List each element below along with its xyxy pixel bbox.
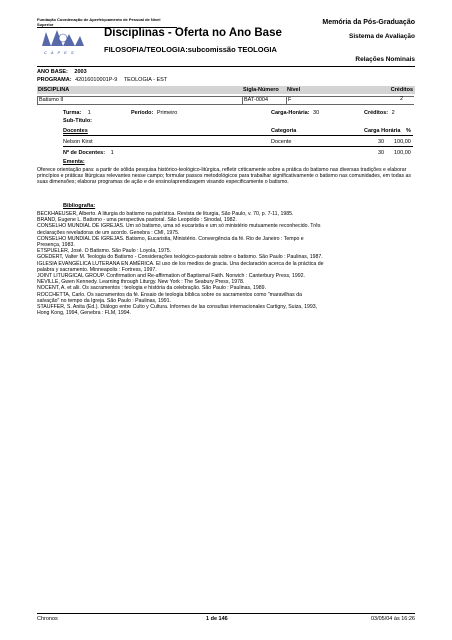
bibliography-line: palabra y sacramento. Minneapolis : Fortress, 1997. (37, 266, 157, 273)
capes-logo (38, 26, 88, 60)
docente-categoria: Docente (271, 139, 292, 145)
turma (63, 110, 91, 116)
bibliography-line: STAUFFER, S. Anita (Ed.). Diálogo entre Culto y Cultura. Informes de las consultas internacionales Cartigny, Suiza, 1993, (37, 304, 318, 311)
creditos (364, 110, 395, 116)
footer-app-name: Chronos (37, 616, 58, 622)
col-sigla: Sigla-Número (243, 87, 279, 93)
ementa-text: Oferece orientação para: a partir de sólida pesquisa histórico-teológico-litúrgica, refletir criticamente sobre a prática do batismo nas diversas tradições e elaborar princípios e práticas litúrgicas relevantes nesse campo; formular passos metodológicos para trabalhar significativamente o batismo nas comunidades, em todas as suas dimensões; elaborar programas de ação e de ensino/aprendizagem visando especificamente o batismo. (37, 167, 411, 186)
programa-label: PROGRAMA: (37, 77, 72, 83)
cell-sigla: BAT-0004 (242, 96, 287, 105)
logo-text: C A P E S (44, 50, 76, 55)
organization-name: Fundação Coordenação de Aperfeiçoamento de Pessoal de Nível Superior (37, 17, 177, 28)
cell-disciplina: Batismo II (37, 96, 243, 105)
bibliography-line: JOINT LITURGICAL GROUP. Confirmation and Re-affirmation of Baptismal Faith. Norwich : Canterbury Press, 1992. (37, 273, 305, 280)
creditos-label: Créditos: (364, 110, 389, 116)
col-nivel: Nível (287, 87, 301, 93)
subtitulo-label: Sub-Título: (63, 118, 93, 124)
cell-nivel: F (286, 96, 414, 105)
periodo-label: Período: (131, 110, 154, 116)
pct-header: % (406, 128, 411, 134)
footer-page-number: 1 de 146 (206, 616, 228, 622)
periodo-value: Primeiro (156, 110, 178, 116)
report-title: Memória da Pós-Graduação (322, 19, 415, 26)
bibliography-line: Presença, 1983. (37, 242, 75, 249)
discipline-table-header (37, 86, 415, 94)
bibliography-line: IGLESIA EVANGÉLICA LUTERANA EN AMÉRICA. El uso de los medios de gracia. Una declaración acerca de la práctica de (37, 260, 324, 267)
bibliography-line: NOCENT, A. et alii. Os sacramentos : teologia e história da celebração. São Paulo : Paulinas, 1989. (37, 285, 266, 292)
carga-value: 30 (313, 110, 320, 116)
creditos-value: 2 (391, 110, 395, 116)
bibliography-line: ROCCHETTA, Carlo. Os sacramentos da fé. Ensaio de teologia bíblica sobre os sacramentos como "maravilhas da (37, 291, 302, 298)
docente-name: Nelson Kirst (63, 139, 93, 145)
bibliography-line: BECKHAEUSER, Alberto. A liturgia do batismo na patrística. Revista de liturgia, São Paulo, v. 70, p. 7-11, 1985. (37, 211, 294, 217)
programa-name: TEOLOGIA - EST (123, 77, 168, 83)
num-docentes-value: 1 (110, 150, 114, 156)
system-name: Sistema de Avaliação (349, 33, 415, 40)
docentes-header: Docentes (63, 128, 88, 134)
num-docentes (63, 150, 114, 156)
ementa-label: Ementa: (63, 159, 85, 165)
carga-horaria (271, 110, 319, 116)
bibliography-line: salvação" no tempo da Igreja. São Paulo : Paulinas, 1991. (37, 297, 171, 304)
bibliography-line: ETSPUELER, José. O Batismo. São Paulo : Loyola, 1975. (37, 248, 172, 255)
page-subtitle: FILOSOFIA/TEOLOGIA:subcomissão TEOLOGIA (104, 45, 277, 54)
ano-base (37, 69, 87, 75)
footer-divider (37, 613, 415, 614)
bibliography-line: CONSELHO MUNDIAL DE IGREJAS. Um só batismo, uma só eucaristia e um só ministério mutuamente reconhecido. Três (37, 223, 321, 230)
cell-creditos: 2 (399, 96, 403, 102)
bibliography-line: CONSELHO MUNDIAL DE IGREJAS. Batismo, Eucaristia, Ministério. Convergência da fé. Rio de Janeiro : Tempo e (37, 235, 304, 242)
header-divider (37, 66, 415, 67)
docentes-bottom-divider (63, 146, 413, 147)
total-carga: 30 (378, 150, 385, 156)
turma-value: 1 (87, 110, 91, 116)
docentes-divider (63, 135, 413, 136)
num-docentes-label: Nº de Docentes: (63, 150, 106, 156)
table-row (37, 96, 415, 104)
categoria-header: Categoria (271, 128, 297, 134)
bibliography-line: declarações reveladoras de um acordo. Genebra : CMI, 1975. (37, 229, 180, 236)
col-creditos: Créditos (390, 87, 413, 93)
bibliografia-label: Bibliografia: (63, 203, 96, 209)
col-disciplina: DISCIPLINA (38, 87, 70, 93)
bibliografia-list (37, 211, 413, 316)
report-type: Relações Nominais (355, 56, 415, 63)
carga-horaria-header: Carga Horária (364, 128, 401, 134)
bibliography-line: GOEDERT, Valter M. Teologia do Batismo - Considerações teológico-pastorais sobre o batismo. São Paulo : Paulinas, 1987. (37, 254, 323, 261)
ano-base-label: ANO BASE: (37, 69, 68, 75)
docente-carga: 30 (378, 139, 385, 145)
page-title: Disciplinas - Oferta no Ano Base (104, 27, 282, 39)
bibliography-line: BRAND, Eugene L. Batismo - uma perspectiva pastoral. São Leopoldo : Sinodal, 1982. (37, 217, 237, 224)
periodo (131, 110, 177, 116)
bibliography-line: Hong Kong, 1994, Genebra : FLM, 1994. (37, 310, 132, 317)
docente-pct: 100,00 (394, 139, 411, 145)
programa (37, 77, 167, 83)
turma-label: Turma: (63, 110, 82, 116)
bibliography-line: NEVILLE, Gwen Kennedy. Learning through Liturgy. New York : The Seabury Press, 1978. (37, 279, 245, 286)
footer-date: 03/05/04 às 16:26 (370, 616, 415, 622)
carga-label: Carga-Horária: (271, 110, 310, 116)
ano-base-value: 2003 (74, 69, 87, 75)
total-pct: 100,00 (394, 150, 411, 156)
programa-code: 42016010001P-9 (75, 77, 118, 83)
